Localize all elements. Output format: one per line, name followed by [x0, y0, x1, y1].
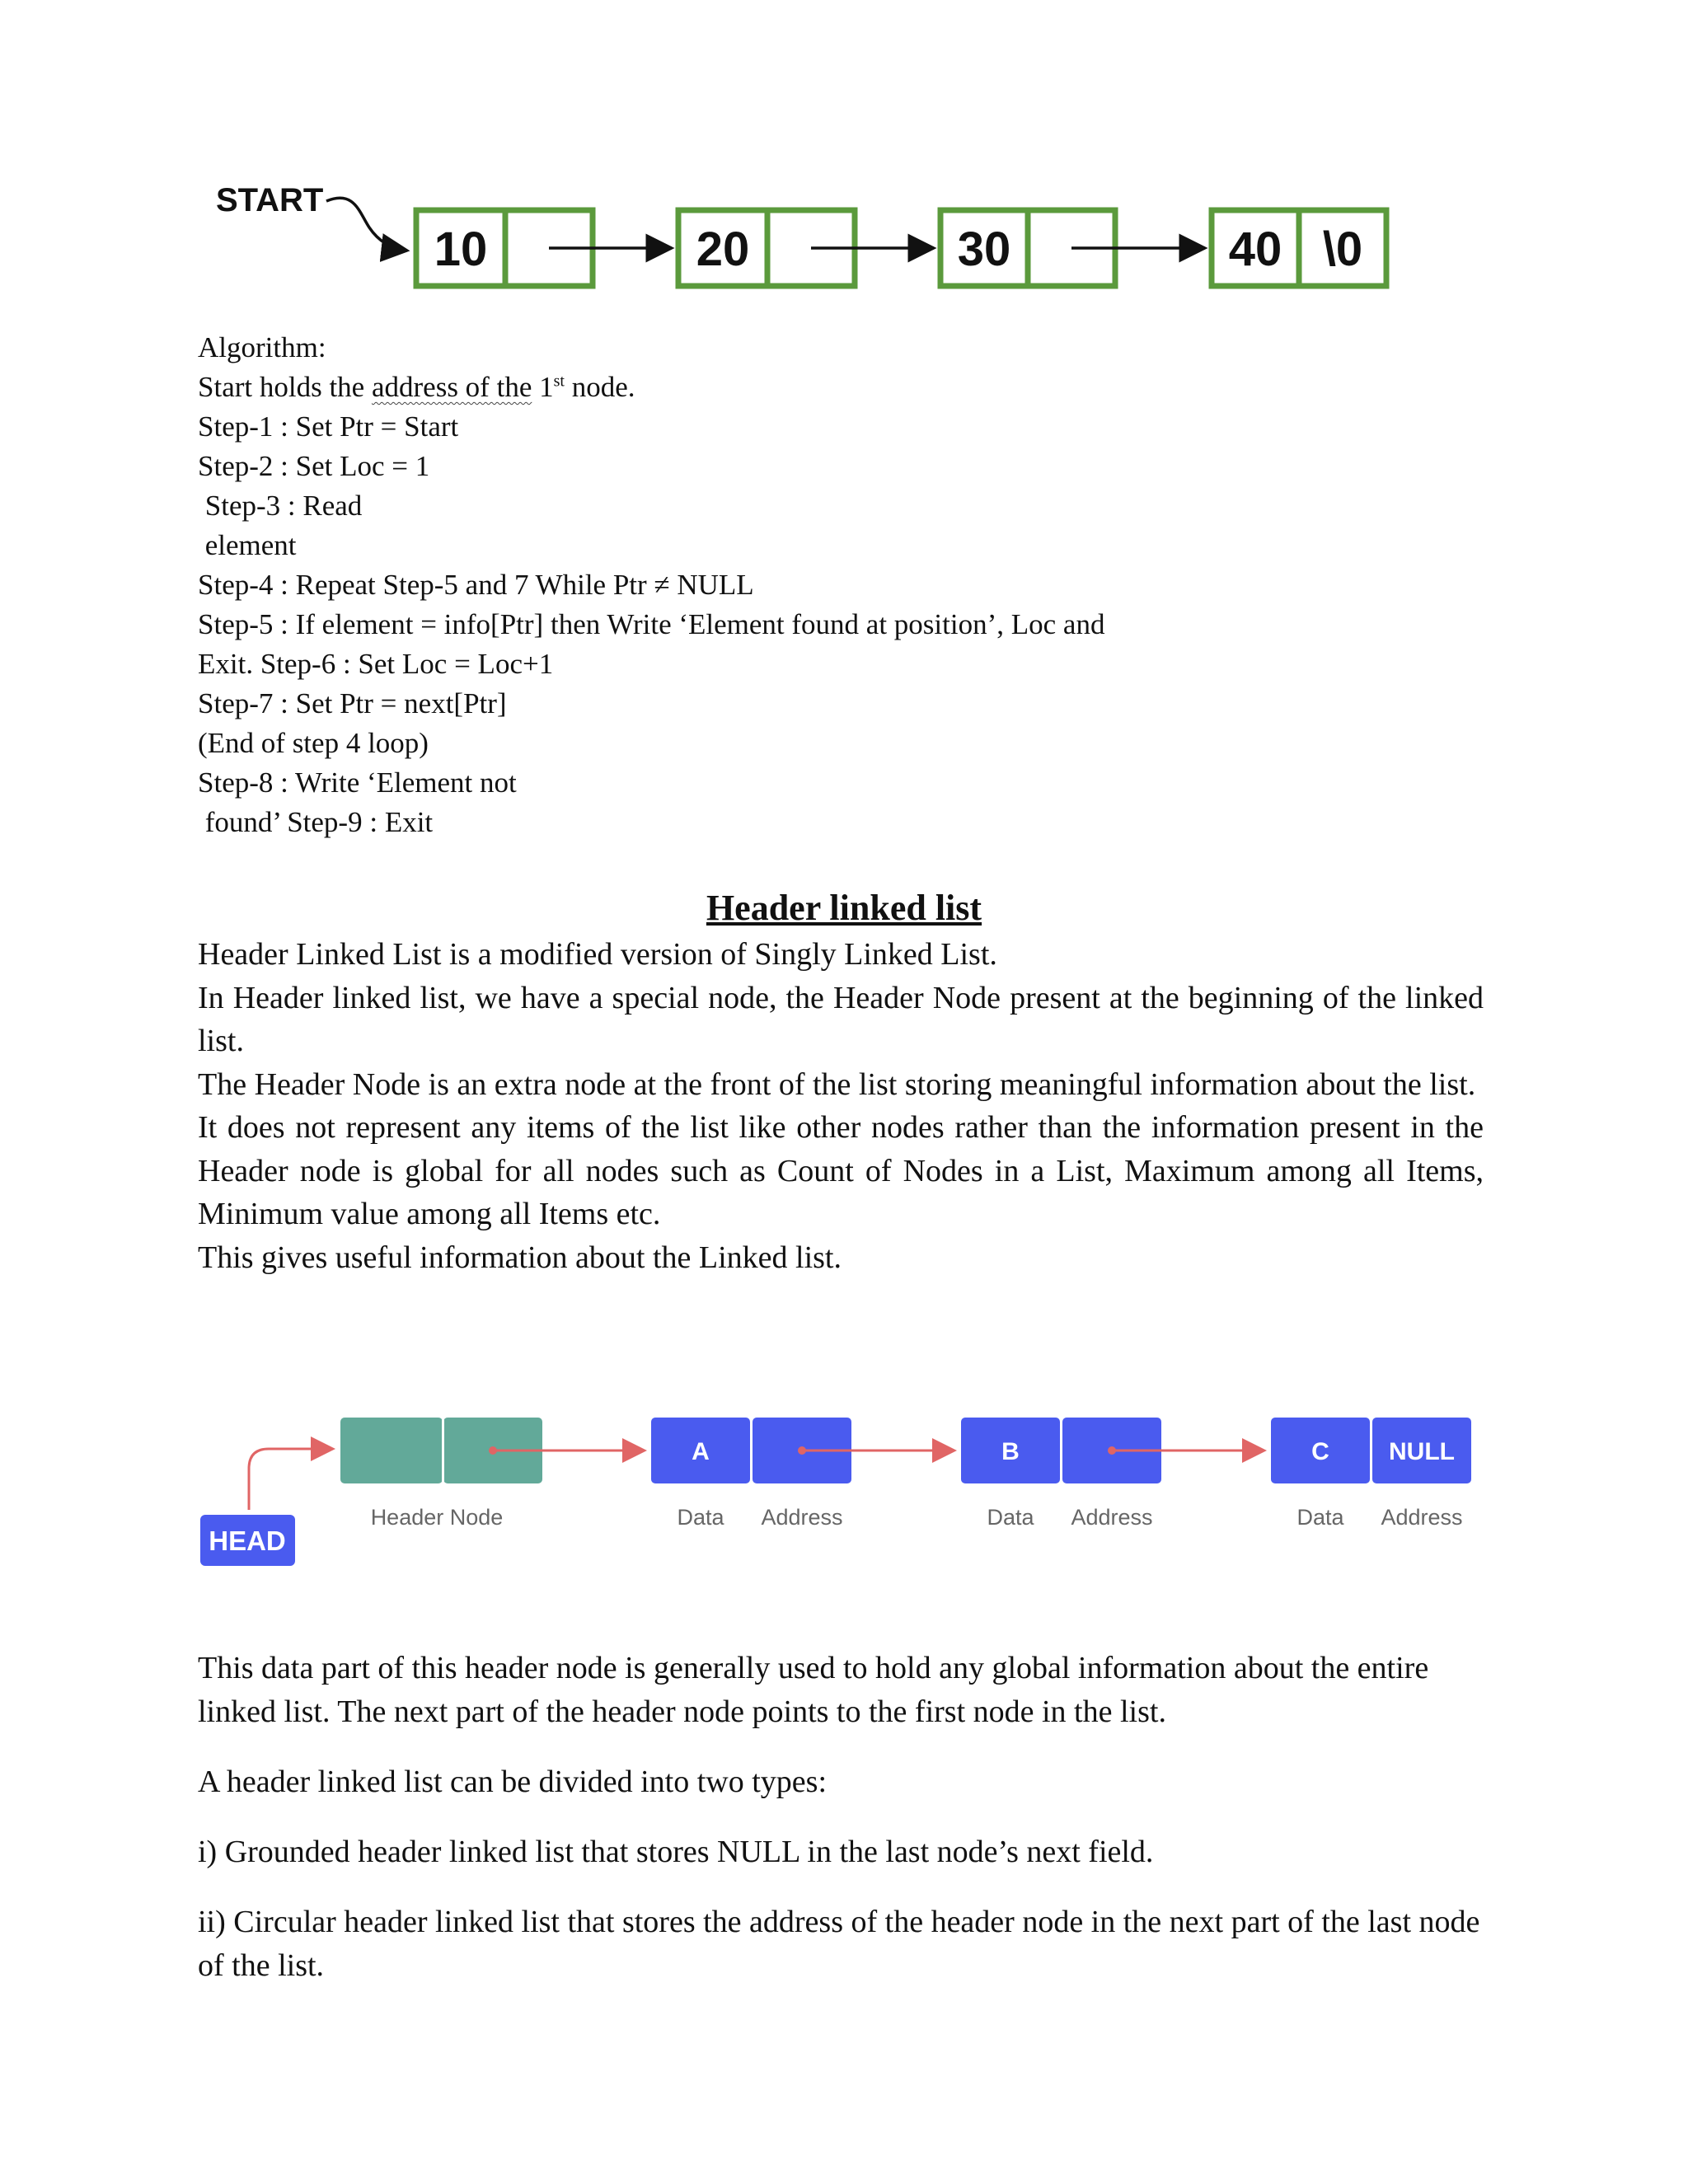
paragraph: This data part of this header node is generally used to hold any global information about the entire linked list. The next part of the header node points to the first node in the list.: [198, 1651, 1429, 1729]
header-linked-list-diagram: [0, 1401, 1688, 1599]
section-body: [198, 933, 1484, 1279]
node-data-value: B: [1001, 1438, 1020, 1465]
node-null-value: NULL: [1389, 1438, 1455, 1465]
paragraph: ii) Circular header linked list that stores the address of the header node in the next part of the last node of the list.: [198, 1905, 1480, 1983]
algorithm-step: Step-2 : Set Loc = 1: [198, 450, 430, 482]
intro-number: 1: [532, 371, 554, 403]
start-label: START: [216, 182, 324, 218]
data-label: Data: [677, 1505, 724, 1530]
algorithm-step: (End of step 4 loop): [198, 727, 429, 759]
address-label: Address: [1381, 1505, 1463, 1530]
paragraph: A header linked list can be divided into two types:: [198, 1765, 828, 1799]
list-node: [1271, 1418, 1471, 1530]
paragraph: i) Grounded header linked list that stores NULL in the last node’s next field.: [198, 1835, 1154, 1869]
head-arrow: [249, 1449, 333, 1510]
algorithm-intro: [198, 368, 1484, 407]
intro-text: Start holds the: [198, 371, 372, 403]
algorithm-step: Step-5 : If element = info[Ptr] then Write ‘Element found at position’, Loc and: [198, 608, 1105, 640]
algorithm-step: Step-1 : Set Ptr = Start: [198, 410, 459, 443]
paragraph: The Header Node is an extra node at the front of the list storing meaningful information about the list.: [198, 1066, 1476, 1102]
algorithm-step: Step-3 : Read: [198, 490, 363, 522]
data-label: Data: [987, 1505, 1034, 1530]
head-pointer: [200, 1515, 295, 1566]
list-node: [651, 1418, 851, 1530]
start-curved-arrow: [326, 198, 407, 251]
node-data-value: 30: [957, 223, 1011, 276]
header-node-data-cell: [340, 1418, 443, 1483]
algorithm-block: [198, 328, 1484, 842]
bottom-text-block: [198, 1647, 1484, 2014]
node-data-value: 20: [696, 223, 750, 276]
paragraph: It does not represent any items of the list like other nodes rather than the information present in the Header node is global for all nodes such as Count of Nodes in a List, Maximum among all Items, Minimum value among all Items etc.: [198, 1110, 1484, 1231]
algorithm-step: Step-8 : Write ‘Element not: [198, 766, 517, 799]
algorithm-step: Exit. Step-6 : Set Loc = Loc+1: [198, 648, 554, 680]
paragraph: This gives useful information about the Linked list.: [198, 1240, 842, 1275]
header-node-label: Header Node: [370, 1505, 504, 1530]
address-label: Address: [1071, 1505, 1153, 1530]
singly-linked-list-diagram: [0, 0, 1688, 313]
list-node: [961, 1418, 1161, 1530]
intro-superscript: st: [553, 372, 565, 391]
node-null-terminator: \0: [1322, 223, 1363, 276]
paragraph: Header Linked List is a modified version of Singly Linked List.: [198, 937, 997, 972]
node-data-value: A: [692, 1438, 710, 1465]
algorithm-step: Step-4 : Repeat Step-5 and 7 While Ptr ≠ NULL: [198, 569, 754, 601]
list-node: [1212, 210, 1386, 286]
intro-spellcheck-text: address of the: [371, 371, 532, 403]
section-heading: Header linked list: [706, 888, 982, 928]
header-node: [340, 1418, 542, 1530]
address-label: Address: [761, 1505, 843, 1530]
algorithm-step: Step-7 : Set Ptr = next[Ptr]: [198, 687, 507, 719]
data-label: Data: [1296, 1505, 1344, 1530]
head-label: HEAD: [209, 1526, 286, 1556]
node-data-value: C: [1311, 1438, 1329, 1465]
intro-text-end: node.: [564, 371, 635, 403]
algorithm-title: Algorithm:: [198, 331, 326, 363]
node-data-value: 10: [434, 223, 488, 276]
algorithm-step: element: [198, 529, 297, 561]
algorithm-step: found’ Step-9 : Exit: [198, 806, 434, 838]
paragraph: In Header linked list, we have a special node, the Header Node present at the beginning of the linked list.: [198, 980, 1484, 1058]
node-data-value: 40: [1228, 223, 1282, 276]
